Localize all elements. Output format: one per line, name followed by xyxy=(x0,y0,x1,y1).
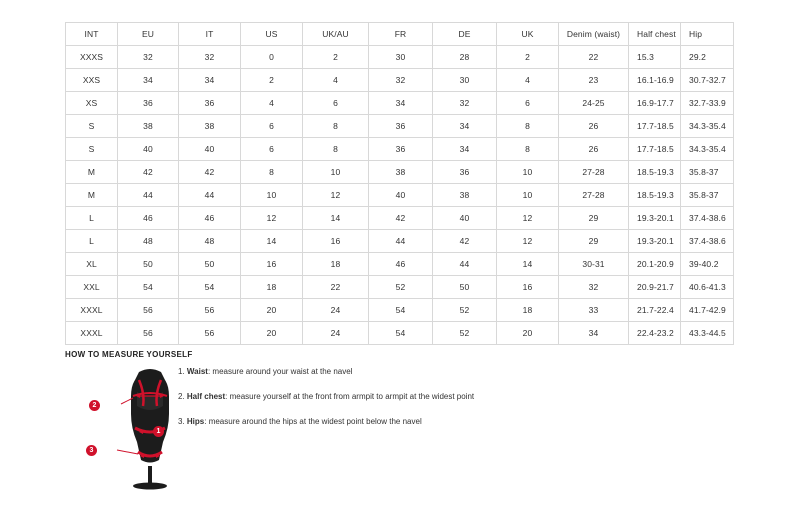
cell-r8-c5: 44 xyxy=(369,230,433,253)
cell-r10-c5: 52 xyxy=(369,276,433,299)
column-header-10: Hip xyxy=(681,23,734,46)
cell-r1-c5: 32 xyxy=(369,69,433,92)
cell-r2-c4: 6 xyxy=(303,92,369,115)
cell-r6-c2: 44 xyxy=(179,184,241,207)
cell-r7-c7: 12 xyxy=(497,207,559,230)
cell-r0-c10: 29.2 xyxy=(681,46,734,69)
cell-r12-c2: 56 xyxy=(179,322,241,345)
cell-r8-c0: L xyxy=(66,230,118,253)
column-header-9: Half chest xyxy=(629,23,681,46)
marker-2: 2 xyxy=(89,400,100,411)
table-row xyxy=(66,276,734,299)
cell-r7-c3: 12 xyxy=(241,207,303,230)
column-header-8: Denim (waist) xyxy=(559,23,629,46)
cell-r5-c4: 10 xyxy=(303,161,369,184)
cell-r8-c7: 12 xyxy=(497,230,559,253)
table-row xyxy=(66,161,734,184)
measure-step-2 xyxy=(178,391,598,402)
cell-r2-c1: 36 xyxy=(118,92,179,115)
cell-r12-c5: 54 xyxy=(369,322,433,345)
cell-r9-c4: 18 xyxy=(303,253,369,276)
cell-r7-c5: 42 xyxy=(369,207,433,230)
cell-r12-c8: 34 xyxy=(559,322,629,345)
step-text: : measure around the hips at the widest point below the navel xyxy=(204,417,422,426)
size-chart-table xyxy=(65,22,734,345)
column-header-3: US xyxy=(241,23,303,46)
cell-r3-c2: 38 xyxy=(179,115,241,138)
cell-r4-c7: 8 xyxy=(497,138,559,161)
cell-r8-c1: 48 xyxy=(118,230,179,253)
cell-r3-c4: 8 xyxy=(303,115,369,138)
cell-r9-c6: 44 xyxy=(433,253,497,276)
column-header-5: FR xyxy=(369,23,433,46)
cell-r7-c6: 40 xyxy=(433,207,497,230)
cell-r5-c8: 27-28 xyxy=(559,161,629,184)
cell-r10-c9: 20.9-21.7 xyxy=(629,276,681,299)
table-row xyxy=(66,69,734,92)
cell-r11-c10: 41.7-42.9 xyxy=(681,299,734,322)
column-header-6: DE xyxy=(433,23,497,46)
cell-r4-c9: 17.7-18.5 xyxy=(629,138,681,161)
measure-steps xyxy=(178,366,598,441)
cell-r10-c3: 18 xyxy=(241,276,303,299)
cell-r9-c7: 14 xyxy=(497,253,559,276)
cell-r1-c6: 30 xyxy=(433,69,497,92)
cell-r2-c6: 32 xyxy=(433,92,497,115)
cell-r7-c8: 29 xyxy=(559,207,629,230)
cell-r8-c9: 19.3-20.1 xyxy=(629,230,681,253)
step-term: Half chest xyxy=(186,392,226,401)
cell-r10-c10: 40.6-41.3 xyxy=(681,276,734,299)
measure-step-1 xyxy=(178,366,598,377)
cell-r1-c3: 2 xyxy=(241,69,303,92)
marker-3: 3 xyxy=(86,445,97,456)
cell-r6-c0: M xyxy=(66,184,118,207)
cell-r8-c6: 42 xyxy=(433,230,497,253)
cell-r9-c8: 30-31 xyxy=(559,253,629,276)
cell-r1-c4: 4 xyxy=(303,69,369,92)
cell-r12-c4: 24 xyxy=(303,322,369,345)
step-number: 3. xyxy=(178,417,185,426)
cell-r2-c10: 32.7-33.9 xyxy=(681,92,734,115)
cell-r10-c2: 54 xyxy=(179,276,241,299)
cell-r0-c7: 2 xyxy=(497,46,559,69)
cell-r2-c5: 34 xyxy=(369,92,433,115)
cell-r8-c8: 29 xyxy=(559,230,629,253)
cell-r0-c5: 30 xyxy=(369,46,433,69)
cell-r5-c0: M xyxy=(66,161,118,184)
cell-r6-c6: 38 xyxy=(433,184,497,207)
cell-r7-c10: 37.4-38.6 xyxy=(681,207,734,230)
step-text: : measure yourself at the front from armpit to armpit at the widest point xyxy=(225,392,475,401)
cell-r2-c2: 36 xyxy=(179,92,241,115)
table-header-row xyxy=(66,23,734,46)
cell-r6-c1: 44 xyxy=(118,184,179,207)
cell-r0-c2: 32 xyxy=(179,46,241,69)
cell-r7-c0: L xyxy=(66,207,118,230)
table-row xyxy=(66,115,734,138)
cell-r7-c1: 46 xyxy=(118,207,179,230)
cell-r9-c2: 50 xyxy=(179,253,241,276)
size-chart-body xyxy=(66,46,734,345)
cell-r12-c3: 20 xyxy=(241,322,303,345)
size-chart-container xyxy=(65,22,733,345)
cell-r10-c4: 22 xyxy=(303,276,369,299)
column-header-1: EU xyxy=(118,23,179,46)
cell-r12-c7: 20 xyxy=(497,322,559,345)
column-header-0: INT xyxy=(66,23,118,46)
column-header-7: UK xyxy=(497,23,559,46)
cell-r1-c10: 30.7-32.7 xyxy=(681,69,734,92)
cell-r8-c10: 37.4-38.6 xyxy=(681,230,734,253)
cell-r11-c7: 18 xyxy=(497,299,559,322)
cell-r1-c2: 34 xyxy=(179,69,241,92)
step-term: Hips xyxy=(186,417,205,426)
cell-r3-c8: 26 xyxy=(559,115,629,138)
cell-r4-c4: 8 xyxy=(303,138,369,161)
cell-r10-c0: XXL xyxy=(66,276,118,299)
cell-r5-c7: 10 xyxy=(497,161,559,184)
cell-r0-c0: XXXS xyxy=(66,46,118,69)
cell-r12-c1: 56 xyxy=(118,322,179,345)
cell-r1-c7: 4 xyxy=(497,69,559,92)
cell-r5-c5: 38 xyxy=(369,161,433,184)
cell-r6-c5: 40 xyxy=(369,184,433,207)
cell-r2-c0: XS xyxy=(66,92,118,115)
cell-r6-c10: 35.8-37 xyxy=(681,184,734,207)
table-row xyxy=(66,299,734,322)
cell-r10-c6: 50 xyxy=(433,276,497,299)
table-row xyxy=(66,253,734,276)
how-to-measure-title: HOW TO MEASURE YOURSELF xyxy=(65,350,193,359)
cell-r8-c2: 48 xyxy=(179,230,241,253)
cell-r6-c3: 10 xyxy=(241,184,303,207)
cell-r10-c8: 32 xyxy=(559,276,629,299)
cell-r11-c9: 21.7-22.4 xyxy=(629,299,681,322)
cell-r0-c6: 28 xyxy=(433,46,497,69)
cell-r9-c3: 16 xyxy=(241,253,303,276)
cell-r12-c0: XXXL xyxy=(66,322,118,345)
cell-r11-c2: 56 xyxy=(179,299,241,322)
cell-r4-c1: 40 xyxy=(118,138,179,161)
cell-r11-c4: 24 xyxy=(303,299,369,322)
table-row xyxy=(66,207,734,230)
cell-r3-c7: 8 xyxy=(497,115,559,138)
cell-r5-c6: 36 xyxy=(433,161,497,184)
cell-r11-c1: 56 xyxy=(118,299,179,322)
cell-r4-c10: 34.3-35.4 xyxy=(681,138,734,161)
cell-r8-c3: 14 xyxy=(241,230,303,253)
cell-r3-c6: 34 xyxy=(433,115,497,138)
cell-r12-c9: 22.4-23.2 xyxy=(629,322,681,345)
column-header-4: UK/AU xyxy=(303,23,369,46)
measure-step-3 xyxy=(178,416,598,427)
cell-r3-c5: 36 xyxy=(369,115,433,138)
cell-r6-c7: 10 xyxy=(497,184,559,207)
cell-r12-c6: 52 xyxy=(433,322,497,345)
cell-r0-c8: 22 xyxy=(559,46,629,69)
cell-r11-c5: 54 xyxy=(369,299,433,322)
cell-r0-c1: 32 xyxy=(118,46,179,69)
cell-r9-c1: 50 xyxy=(118,253,179,276)
cell-r10-c7: 16 xyxy=(497,276,559,299)
step-number: 2. xyxy=(178,392,185,401)
cell-r10-c1: 54 xyxy=(118,276,179,299)
cell-r6-c9: 18.5-19.3 xyxy=(629,184,681,207)
cell-r7-c9: 19.3-20.1 xyxy=(629,207,681,230)
cell-r0-c9: 15.3 xyxy=(629,46,681,69)
cell-r6-c8: 27-28 xyxy=(559,184,629,207)
cell-r12-c10: 43.3-44.5 xyxy=(681,322,734,345)
cell-r5-c10: 35.8-37 xyxy=(681,161,734,184)
cell-r11-c3: 20 xyxy=(241,299,303,322)
cell-r3-c3: 6 xyxy=(241,115,303,138)
cell-r9-c5: 46 xyxy=(369,253,433,276)
cell-r4-c5: 36 xyxy=(369,138,433,161)
cell-r1-c0: XXS xyxy=(66,69,118,92)
cell-r2-c7: 6 xyxy=(497,92,559,115)
cell-r6-c4: 12 xyxy=(303,184,369,207)
step-text: : measure around your waist at the navel xyxy=(207,367,353,376)
cell-r4-c6: 34 xyxy=(433,138,497,161)
cell-r5-c2: 42 xyxy=(179,161,241,184)
table-row xyxy=(66,46,734,69)
cell-r3-c1: 38 xyxy=(118,115,179,138)
table-row xyxy=(66,184,734,207)
cell-r1-c8: 23 xyxy=(559,69,629,92)
cell-r5-c3: 8 xyxy=(241,161,303,184)
cell-r7-c4: 14 xyxy=(303,207,369,230)
cell-r9-c0: XL xyxy=(66,253,118,276)
cell-r2-c8: 24-25 xyxy=(559,92,629,115)
table-row xyxy=(66,92,734,115)
cell-r2-c9: 16.9-17.7 xyxy=(629,92,681,115)
step-term: Waist xyxy=(186,367,208,376)
cell-r4-c8: 26 xyxy=(559,138,629,161)
table-row xyxy=(66,322,734,345)
cell-r4-c0: S xyxy=(66,138,118,161)
cell-r11-c8: 33 xyxy=(559,299,629,322)
cell-r3-c10: 34.3-35.4 xyxy=(681,115,734,138)
cell-r11-c0: XXXL xyxy=(66,299,118,322)
cell-r8-c4: 16 xyxy=(303,230,369,253)
cell-r3-c9: 17.7-18.5 xyxy=(629,115,681,138)
cell-r9-c9: 20.1-20.9 xyxy=(629,253,681,276)
size-chart-head xyxy=(66,23,734,46)
table-row xyxy=(66,138,734,161)
cell-r9-c10: 39-40.2 xyxy=(681,253,734,276)
cell-r11-c6: 52 xyxy=(433,299,497,322)
cell-r1-c9: 16.1-16.9 xyxy=(629,69,681,92)
table-row xyxy=(66,230,734,253)
column-header-2: IT xyxy=(179,23,241,46)
cell-r0-c4: 2 xyxy=(303,46,369,69)
step-number: 1. xyxy=(178,367,185,376)
cell-r0-c3: 0 xyxy=(241,46,303,69)
cell-r1-c1: 34 xyxy=(118,69,179,92)
marker-1: 1 xyxy=(153,426,164,437)
cell-r5-c1: 42 xyxy=(118,161,179,184)
cell-r4-c2: 40 xyxy=(179,138,241,161)
cell-r4-c3: 6 xyxy=(241,138,303,161)
cell-r3-c0: S xyxy=(66,115,118,138)
cell-r5-c9: 18.5-19.3 xyxy=(629,161,681,184)
cell-r2-c3: 4 xyxy=(241,92,303,115)
cell-r7-c2: 46 xyxy=(179,207,241,230)
